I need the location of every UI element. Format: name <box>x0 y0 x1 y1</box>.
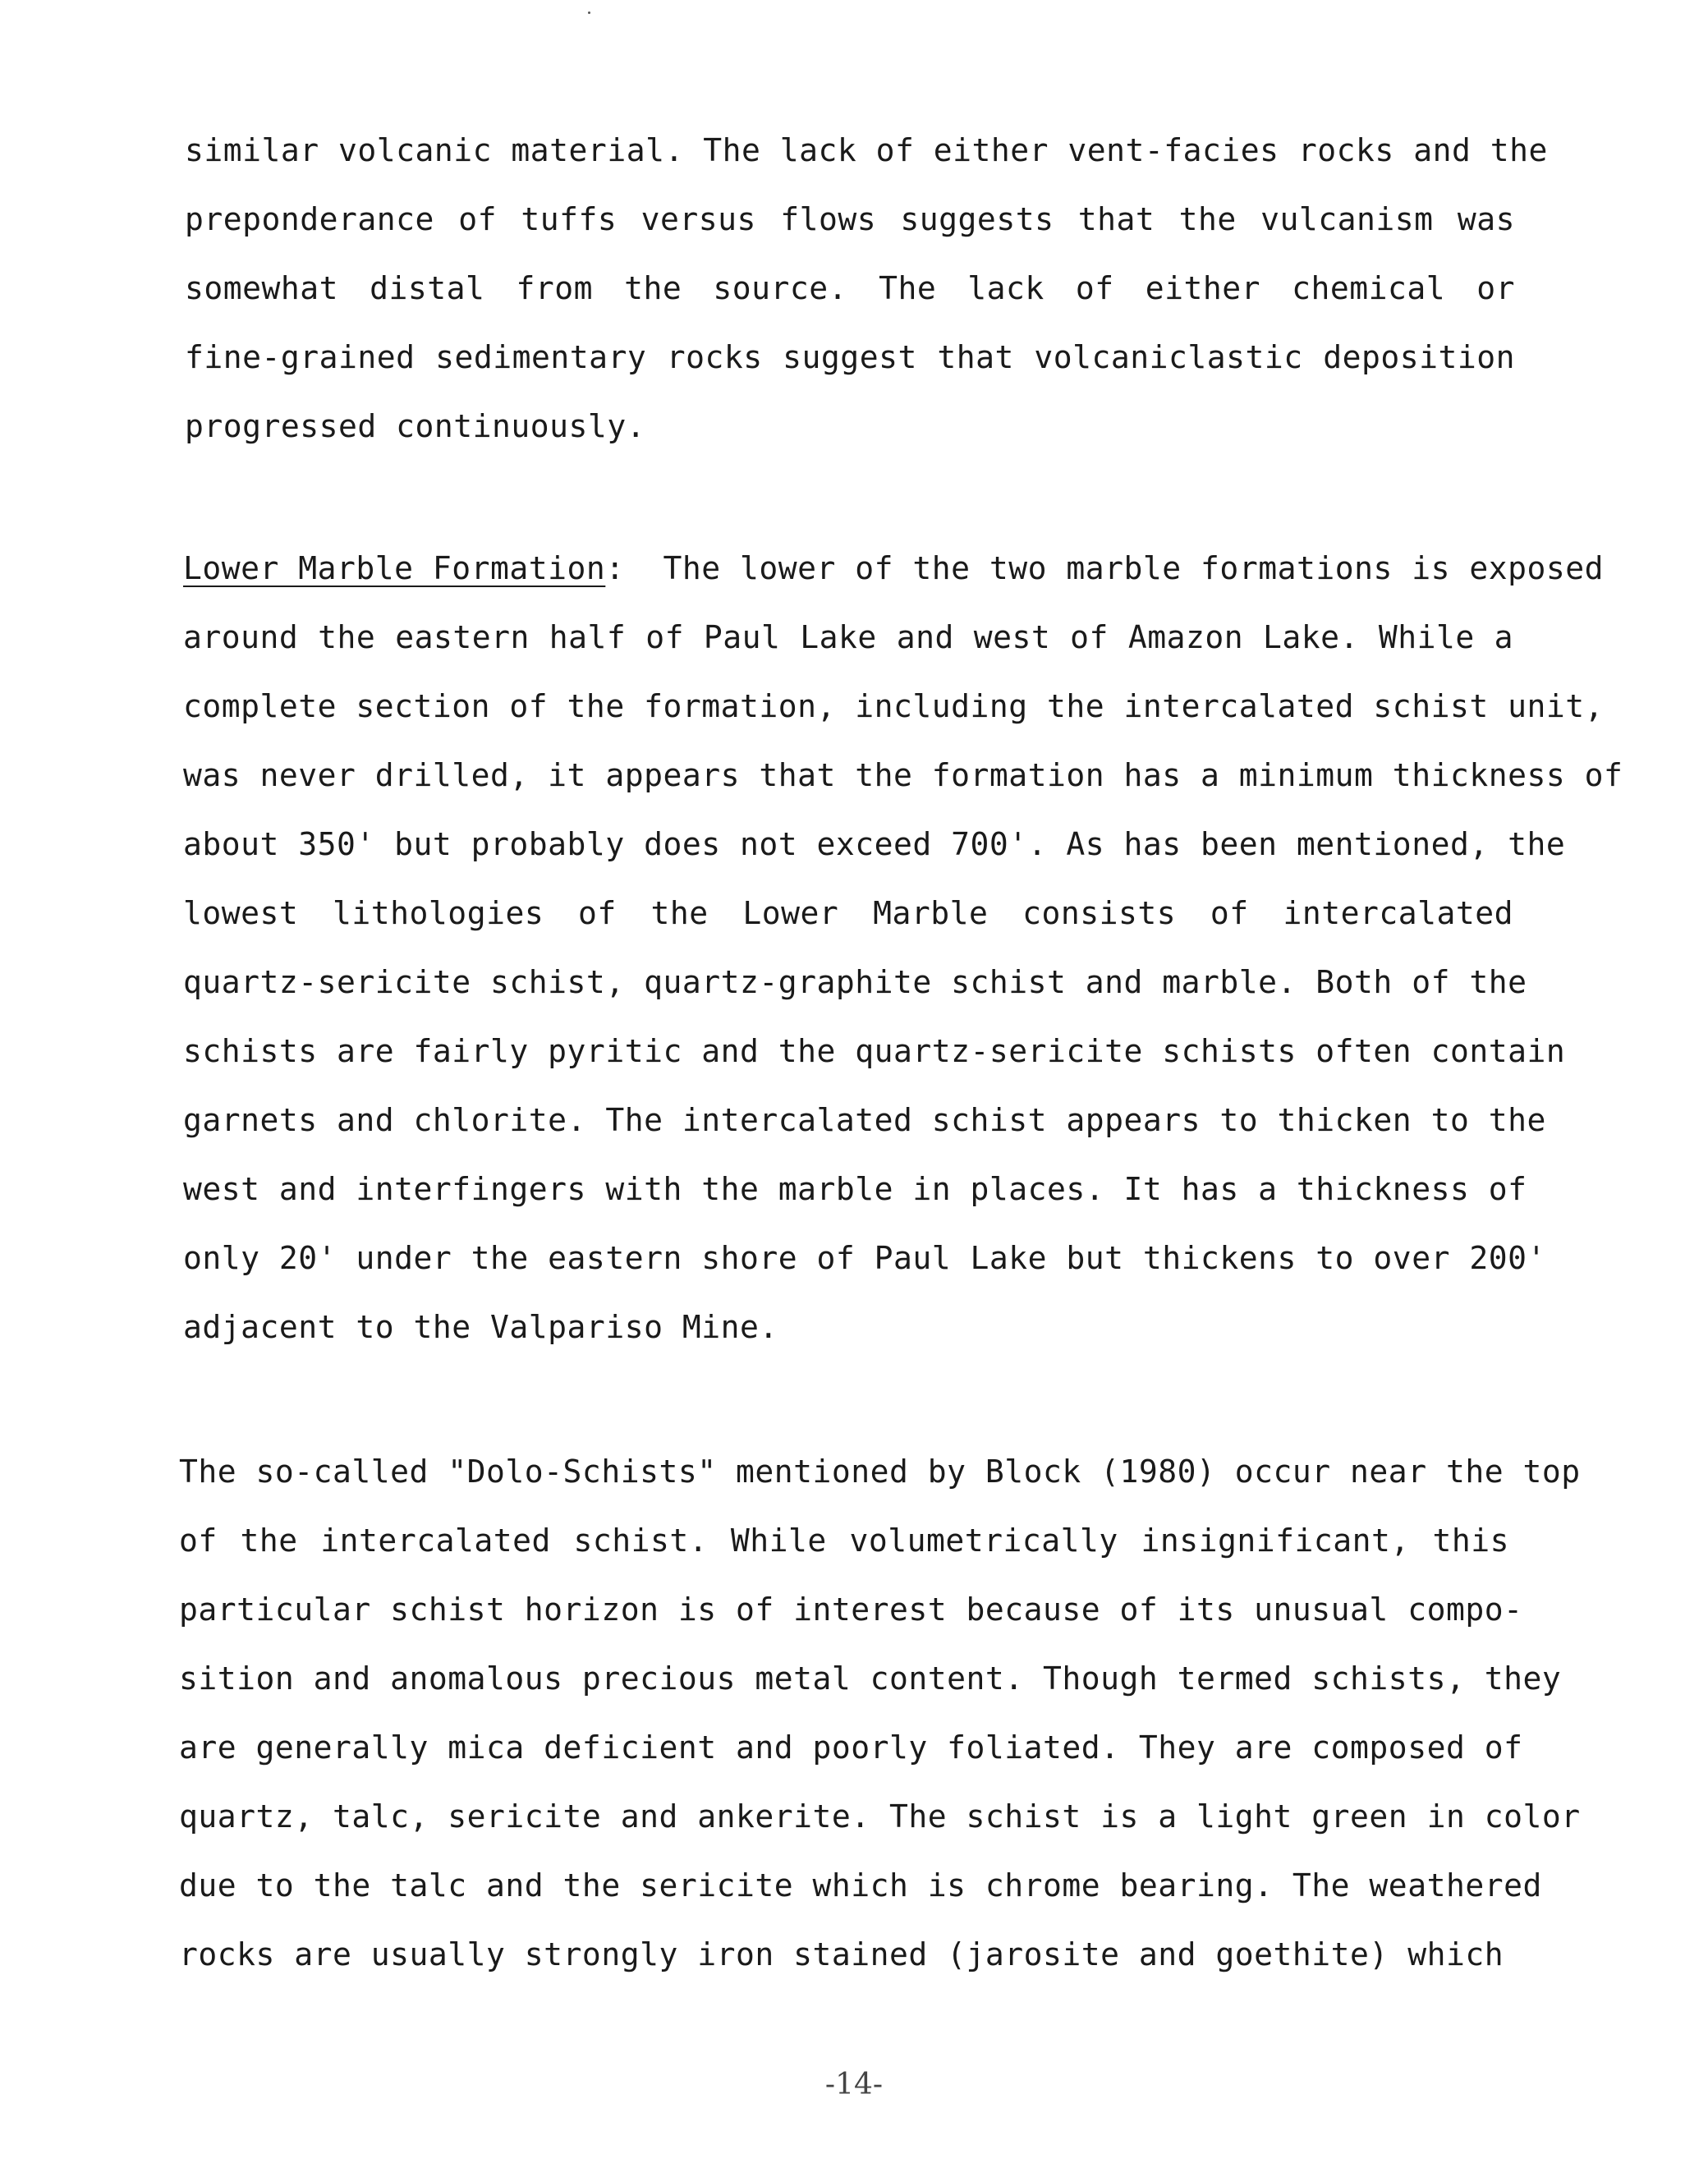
text-line: lowest lithologies of the Lower Marble consists of intercalated <box>183 895 1513 931</box>
text-line: progressed continuously. <box>185 408 646 444</box>
paragraph-volcanic-material <box>185 116 1548 461</box>
text-line: was never drilled, it appears that the formation has a minimum thickness of <box>183 757 1623 793</box>
text-line: are generally mica deficient and poorly foliated. They are composed of <box>179 1729 1523 1766</box>
text-line: somewhat distal from the source. The lack of either chemical or <box>185 270 1515 306</box>
text-line: particular schist horizon is of interest because of its unusual compo- <box>179 1591 1523 1628</box>
text-line: around the eastern half of Paul Lake and west of Amazon Lake. While a <box>183 619 1513 655</box>
paragraph-lower-marble-formation <box>183 534 1623 1362</box>
text-line: The so-called "Dolo-Schists" mentioned by Block (1980) occur near the top <box>179 1453 1581 1490</box>
text-line-with-heading <box>183 534 1604 603</box>
heading-line-rest: The lower of the two marble formations is exposed <box>624 550 1604 586</box>
scan-speck <box>588 11 590 14</box>
text-line: rocks are usually strongly iron stained (jarosite and goethite) which <box>179 1936 1504 1972</box>
text-line: sition and anomalous precious metal content. Though termed schists, they <box>179 1660 1562 1697</box>
text-line: quartz-sericite schist, quartz-graphite schist and marble. Both of the <box>183 964 1527 1000</box>
text-line: garnets and chlorite. The intercalated schist appears to thicken to the <box>183 1102 1546 1138</box>
text-line: fine-grained sedimentary rocks suggest that volcaniclastic deposition <box>185 339 1515 375</box>
text-line: schists are fairly pyritic and the quartz-sericite schists often contain <box>183 1033 1566 1069</box>
paragraph-dolo-schists <box>179 1437 1581 1989</box>
text-line: due to the talc and the sericite which is chrome bearing. The weathered <box>179 1867 1542 1904</box>
text-line: adjacent to the Valpariso Mine. <box>183 1309 778 1345</box>
text-line: similar volcanic material. The lack of either vent-facies rocks and the <box>185 132 1548 168</box>
heading-colon: : <box>605 550 625 586</box>
section-heading: Lower Marble Formation <box>183 550 606 586</box>
text-line: quartz, talc, sericite and ankerite. The schist is a light green in color <box>179 1798 1581 1835</box>
text-line: preponderance of tuffs versus flows suggests that the vulcanism was <box>185 201 1515 237</box>
text-line: about 350' but probably does not exceed 700'. As has been mentioned, the <box>183 826 1566 862</box>
page-number: -14- <box>824 2068 884 2101</box>
text-line: only 20' under the eastern shore of Paul Lake but thickens to over 200' <box>183 1240 1546 1276</box>
text-line: complete section of the formation, including the intercalated schist unit, <box>183 688 1604 724</box>
text-line: of the intercalated schist. While volumetrically insignificant, this <box>179 1522 1509 1559</box>
text-line: west and interfingers with the marble in places. It has a thickness of <box>183 1171 1527 1207</box>
